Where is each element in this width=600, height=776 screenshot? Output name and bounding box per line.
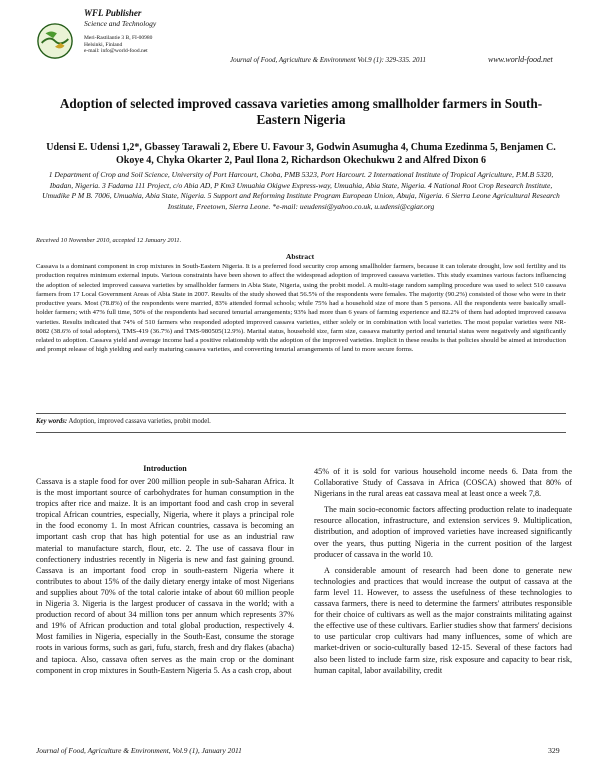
- journal-website-link[interactable]: www.world-food.net: [488, 55, 553, 64]
- body-paragraph: Cassava is a staple food for over 200 million people in sub-Saharan Africa. It is the most important source of carbohydrates for human consumption in the tropics after rice and maize. It is an important food and cash crop in several tropical African countries, especially, Nigeria, where it plays a principal role in the food economy 1. In most African countries, cassava is becoming an important cash crop that has high potential for use as an industrial raw material to manufacture starch, flour, etc. 2. The use of cassava flour in confectionery industries recently in Nigeria is new and fast gaining ground. Cassava is an important food crop in south-eastern Nigeria where it contributes to about 15% of the daily dietary energy intake of most Nigerians and supplies about 70% of the total calorie intake of about 60 million people in Nigeria 3. Nigeria is the largest producer of cassava in the world; with a production record of about 34 million tons per annum which represents 37% and 19% of African production and total global production, respectively 4. Most families in Nigeria, especially in the South-East, consume the storage roots in various forms, such as gari, fufu, starch, fresh and dry flakes (abacha) and tapioca. Also, cassava often serves as the main crop or the dominant component in crop mixtures in South-Eastern Nigeria 5. As a cash crop, about: [36, 477, 294, 675]
- keywords-text: Adoption, improved cassava varieties, probit model.: [68, 418, 211, 425]
- publisher-address-line: Meri-Rastilantie 3 B, FI-00980: [84, 35, 153, 41]
- journal-reference: Journal of Food, Agriculture & Environment Vol.9 (1): 329-335. 2011: [230, 56, 426, 64]
- publisher-name: WFL Publisher: [84, 8, 142, 18]
- keywords-divider-top: [36, 413, 566, 414]
- abstract-heading: Abstract: [285, 252, 315, 261]
- body-paragraph: 45% of it is sold for various household income needs 6. Data from the Collaborative Study of Cassava in Africa (COSCA) showed that 80% of Nigerians in the rural areas eat cassava meal at least once a week 7,8.: [314, 467, 572, 499]
- body-paragraph: The main socio-economic factors affecting production relate to inadequate resource allocation, infrastructure, and extension services 9. Multiplication, distribution, and adoption of improved varieties have increased significantly over the years, thus putting Nigeria in the current position of the largest producer of cassava in the world 10.: [314, 505, 572, 559]
- publisher-email: e-mail: info@world-food.net: [84, 48, 148, 54]
- received-dates: Received 10 November 2010, accepted 12 January 2011.: [36, 237, 182, 244]
- keywords-divider-bottom: [36, 432, 566, 433]
- publisher-text: [84, 8, 194, 55]
- keywords-label: Key words:: [36, 418, 68, 425]
- publisher-address-line: Helsinki, Finland: [84, 41, 123, 48]
- author-list: Udensi E. Udensi 1,2*, Gbassey Tarawali 2, Ebere U. Favour 3, Godwin Asumugha 4, Chuma Ezedinma 5, Benjamen C. Okoye 4, Chyka Okarter 2, Paul Ilona 2, Richardson Okechukwu 2 and Alfred Dixon 6: [46, 142, 556, 166]
- affiliations: 1 Department of Crop and Soil Science, University of Port Harcourt, Choba, PMB 5323, Port Harcourt. 2 International Institute of Tropical Agriculture, P.M.B 5320, Ibadan, Nigeria. 3 Fadama 111 Project, c/o Abia AD, P Km3 Umuahia Okigwe Express-way, Umuahia, Abia State, Nigeria. 4 National Root Crop Research Institute, Umudike P M B. 7006, Umuahia, Abia State, Nigeria. 5 Support and Reforming Institute Program European Union, Abuja, Nigeria. 6 Sierra Leone Agricultural Research Institute, Freetown, Sierra Leone. *e-mail: ueudensi@yahoo.co.uk, u.udensi@cgiar.org: [42, 170, 560, 211]
- article-title: Adoption of selected improved cassava varieties among smallholder farmers in South-Eastern Nigeria: [59, 96, 543, 127]
- page-number: 329: [548, 746, 560, 755]
- abstract-text: Cassava is a dominant component in crop mixtures in South-Eastern Nigeria. It is a preferred food security crop among smallholder farmers, because it can tolerate drought, low soil fertility and its production requires minimum external inputs. Various constraints have been shown to affect the widespread adoption of improved cassava varieties. This study examines various factors influencing the adoption of selected improved cassava varieties by smallholder farmers in Abia State, Nigeria, using the probit model. A multi-stage random sampling procedure was used to select 510 cassava farmers from 17 Local Government Areas of Abia State in 2007. Results of the study showed that 56.5% of the respondents were females. The majority (90.2%) consisted of those who were in their productive years. Most (78.8%) of the respondents were married, 83% attended formal schools; while 75% had a household size of more than 5 persons. All the respondents were basically small-holder farmers; with 47% full time, 50% of the respondents had secured tenurial arrangements; 93% had more than 6 years of farming experience and 82.2% of them had adopted improved cassava varieties. Results indicated that 74% of 510 farmers who responded adopted improved cassava varieties, either solely or in combination with local varieties. The most popular varieties were NR-8082 (38.6% of total adopters), TMS-419 (36.7%) and TMS-980505(12.9%). Marital status, household size, farm size, cassava maturity period and tenurial status were negatively and significantly related to adoption. Cassava yield and average income had a positive relationship with the adoption of the improved varieties. Implicit in these results is that policies should be aimed at introduction and prompt release of high yielding and early maturing cassava varieties, and converting tenurial arrangements of land to more secure forms.: [36, 263, 566, 354]
- footer-journal: Journal of Food, Agriculture & Environment, Vol.9 (1), January 2011: [36, 746, 242, 755]
- publisher-subtitle: Science and Technology: [84, 19, 157, 28]
- body-column-left: [36, 476, 294, 681]
- introduction-heading: Introduction: [143, 464, 187, 473]
- body-paragraph: A considerable amount of research had been done to generate new technologies and practices that would increase the output of cassava at the farm level 11. However, to assess the usefulness of these technologies to cassava farmers, there is need to determine the farmers' attributes responsible for their choice of cultivars as well as the major constraints militating against the effective use of these cultivars. Earlier studies show that farmers' decisions to use particular crop cultivars had many influences, some of which are market-driven or socio-culturally based 12-15. Several of these factors had also been listed to include farm size, risk exposure and capacity to bear risk, human capital, labor availability, credit: [314, 565, 572, 675]
- body-column-right: [314, 466, 572, 681]
- wfl-globe-logo-icon: [36, 22, 74, 60]
- keywords-line: [36, 418, 211, 425]
